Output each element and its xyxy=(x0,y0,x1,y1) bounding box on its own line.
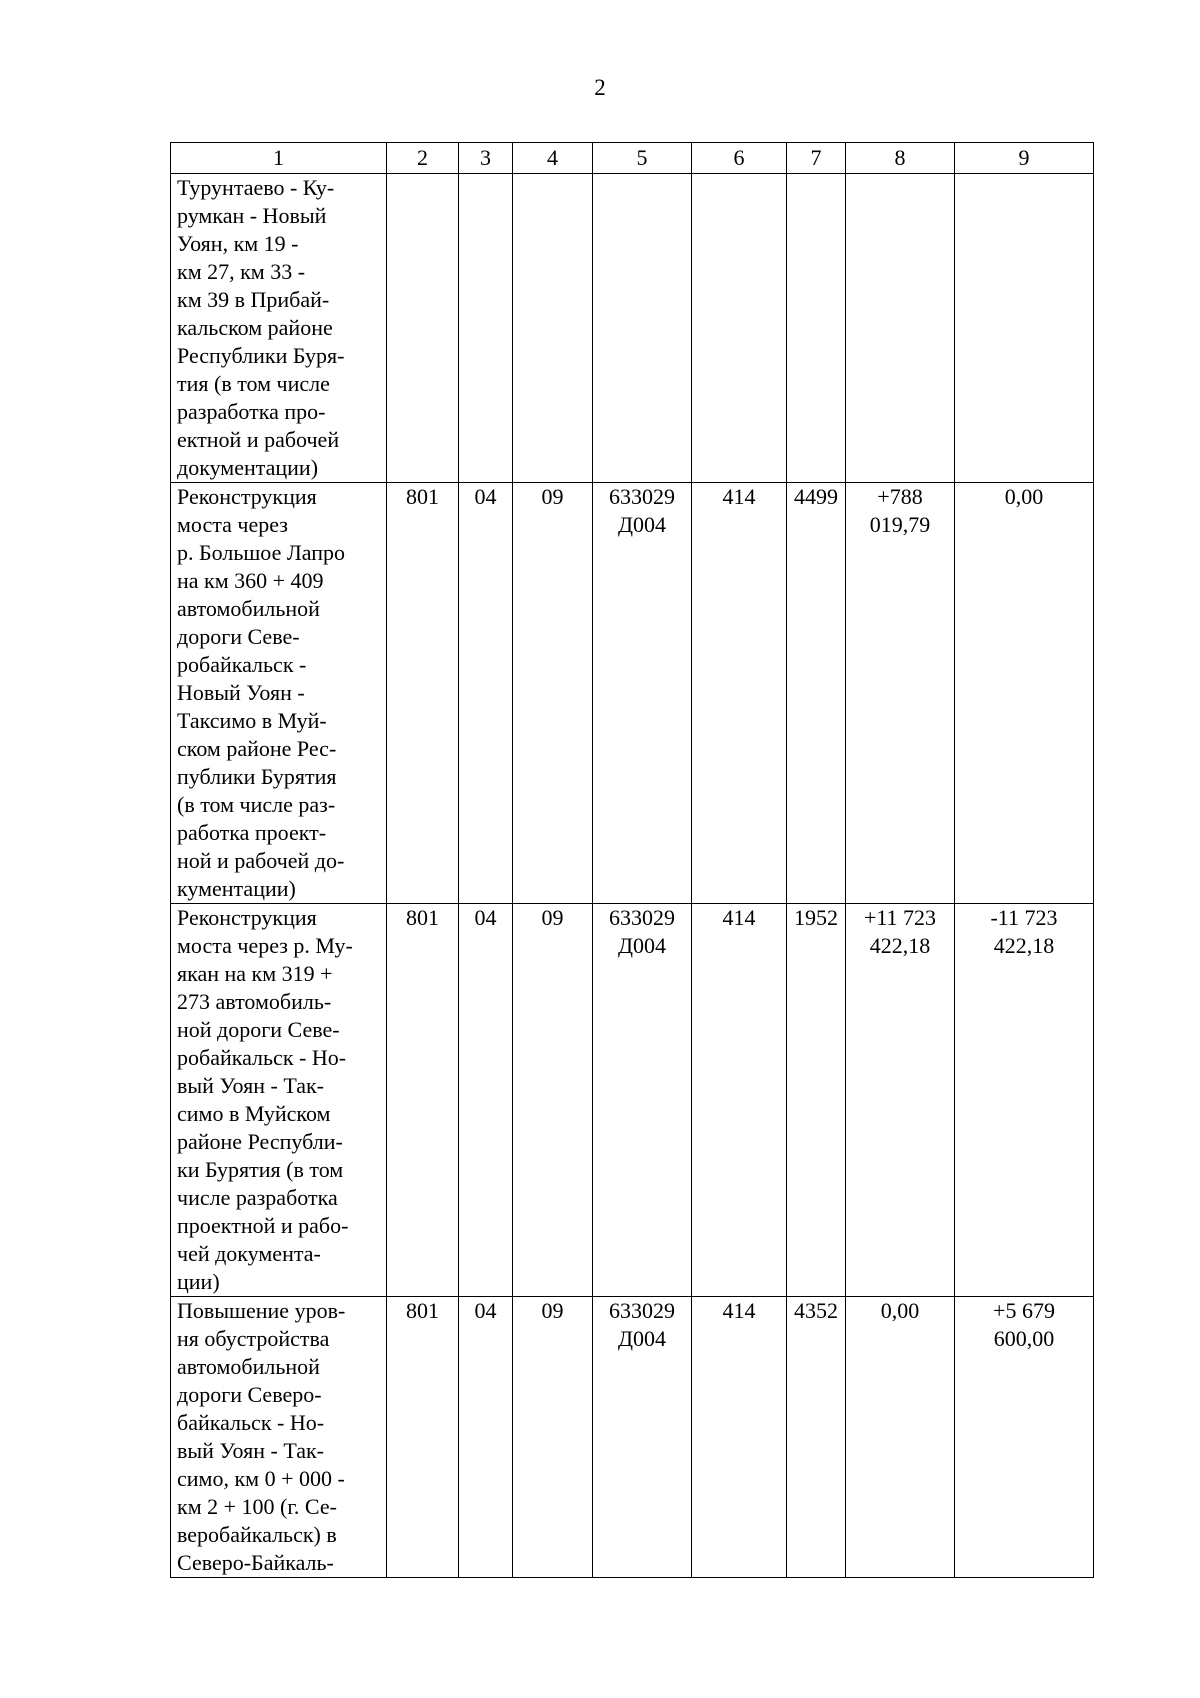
section-code-cell: 04 xyxy=(459,483,513,904)
section-code-cell: 04 xyxy=(459,904,513,1297)
row-name-cell-line: чей документа- xyxy=(177,1241,321,1266)
row-name-cell-line: автомобильной xyxy=(177,1354,320,1379)
section-code-cell xyxy=(459,174,513,483)
ministry-code-cell: 801 xyxy=(387,1297,459,1578)
amount-cell-9-line: +5 679 xyxy=(993,1298,1055,1323)
row-name-cell-line: байкальск - Но- xyxy=(177,1410,325,1435)
row-name-cell-line: кументации) xyxy=(177,876,296,901)
target-article-cell-line: Д004 xyxy=(617,512,666,537)
row-name-cell-line: км 39 в Прибай- xyxy=(177,287,330,312)
subsection-code-cell xyxy=(513,174,593,483)
row-name-cell-line: разработка про- xyxy=(177,399,326,424)
row-name-cell-line: симо, км 0 + 000 - xyxy=(177,1466,345,1491)
column-header-8: 8 xyxy=(846,143,955,174)
page-number: 2 xyxy=(594,75,606,100)
amount-cell-9 xyxy=(955,1297,1094,1578)
column-header-6: 6 xyxy=(692,143,787,174)
row-name-cell-line: Новый Уоян - xyxy=(177,680,305,705)
row-name-cell-line: Таксимо в Муй- xyxy=(177,708,327,733)
row-name-cell-line: Уоян, км 19 - xyxy=(177,231,299,256)
row-name-cell-line: дороги Севе- xyxy=(177,624,300,649)
row-name-cell-line: ектной и рабочей xyxy=(177,427,340,452)
section-code-cell: 04 xyxy=(459,1297,513,1578)
object-code-cell xyxy=(787,174,846,483)
expense-type-cell: 414 xyxy=(692,1297,787,1578)
budget-table xyxy=(170,142,1094,1578)
column-header-1: 1 xyxy=(171,143,387,174)
amount-cell-8 xyxy=(846,483,955,904)
row-name-cell-line: работка проект- xyxy=(177,820,327,845)
row-name-cell-line: 273 автомобиль- xyxy=(177,989,332,1014)
row-name-cell-line: кальском районе xyxy=(177,315,333,340)
row-name-cell-line: ной дороги Севе- xyxy=(177,1017,340,1042)
row-name-cell-line: р. Большое Лапро xyxy=(177,540,345,565)
target-article-cell-line: 633029 xyxy=(609,1298,675,1323)
subsection-code-cell: 09 xyxy=(513,483,593,904)
row-name-cell-line: робайкальск - Но- xyxy=(177,1045,347,1070)
row-name-cell-line: вый Уоян - Так- xyxy=(177,1073,325,1098)
row-name-cell-line: ции) xyxy=(177,1269,220,1294)
subsection-code-cell: 09 xyxy=(513,1297,593,1578)
row-name-cell-line: ня обустройства xyxy=(177,1326,330,1351)
row-name-cell-line: ки Бурятия (в том xyxy=(177,1157,344,1182)
row-name-cell-line: км 27, км 33 - xyxy=(177,259,306,284)
table-row xyxy=(171,483,1094,904)
column-header-4: 4 xyxy=(513,143,593,174)
target-article-cell xyxy=(593,483,692,904)
amount-cell-8 xyxy=(846,174,955,483)
object-code-cell: 4352 xyxy=(787,1297,846,1578)
target-article-cell xyxy=(593,174,692,483)
row-name-cell-line: числе разработка xyxy=(177,1185,338,1210)
amount-cell-9-line: 600,00 xyxy=(993,1326,1055,1351)
row-name-cell-line: Северо-Байкаль- xyxy=(177,1550,334,1575)
expense-type-cell xyxy=(692,174,787,483)
row-name-cell-line: Республики Буря- xyxy=(177,343,345,368)
row-name-cell-line: на км 360 + 409 xyxy=(177,568,324,593)
row-name-cell-line: Турунтаево - Ку- xyxy=(177,175,335,200)
target-article-cell xyxy=(593,1297,692,1578)
ministry-code-cell: 801 xyxy=(387,483,459,904)
amount-cell-8-line: 0,00 xyxy=(880,1298,920,1323)
row-name-cell xyxy=(171,1297,387,1578)
target-article-cell-line: 633029 xyxy=(609,484,675,509)
row-name-cell-line: автомобильной xyxy=(177,596,320,621)
row-name-cell-line: якан на км 319 + xyxy=(177,961,333,986)
column-header-7: 7 xyxy=(787,143,846,174)
row-name-cell-line: Повышение уров- xyxy=(177,1298,346,1323)
object-code-cell: 4499 xyxy=(787,483,846,904)
table-row xyxy=(171,904,1094,1297)
expense-type-cell: 414 xyxy=(692,904,787,1297)
expense-type-cell: 414 xyxy=(692,483,787,904)
table-row xyxy=(171,174,1094,483)
amount-cell-9-line: 422,18 xyxy=(993,933,1055,958)
row-name-cell-line: публики Бурятия xyxy=(177,764,337,789)
ministry-code-cell xyxy=(387,174,459,483)
column-header-3: 3 xyxy=(459,143,513,174)
row-name-cell-line: документации) xyxy=(177,455,319,480)
row-name-cell-line: румкан - Новый xyxy=(177,203,327,228)
target-article-cell-line: Д004 xyxy=(617,1326,666,1351)
column-header-9: 9 xyxy=(955,143,1094,174)
row-name-cell-line: моста через xyxy=(177,512,288,537)
table-body xyxy=(171,174,1094,1578)
amount-cell-8 xyxy=(846,904,955,1297)
row-name-cell-line: районе Республи- xyxy=(177,1129,343,1154)
column-header-5: 5 xyxy=(593,143,692,174)
amount-cell-9-line: -11 723 xyxy=(990,905,1058,930)
row-name-cell xyxy=(171,174,387,483)
row-name-cell-line: дороги Северо- xyxy=(177,1382,322,1407)
row-name-cell-line: Реконструкция xyxy=(177,905,317,930)
row-name-cell-line: веробайкальск) в xyxy=(177,1522,337,1547)
row-name-cell-line: Реконструкция xyxy=(177,484,317,509)
target-article-cell-line: Д004 xyxy=(617,933,666,958)
amount-cell-9 xyxy=(955,174,1094,483)
target-article-cell xyxy=(593,904,692,1297)
subsection-code-cell: 09 xyxy=(513,904,593,1297)
amount-cell-9 xyxy=(955,483,1094,904)
row-name-cell-line: ной и рабочей до- xyxy=(177,848,345,873)
row-name-cell-line: вый Уоян - Так- xyxy=(177,1438,325,1463)
column-header-2: 2 xyxy=(387,143,459,174)
row-name-cell-line: проектной и рабо- xyxy=(177,1213,349,1238)
row-name-cell xyxy=(171,483,387,904)
amount-cell-8-line: 019,79 xyxy=(869,512,931,537)
row-name-cell-line: ском районе Рес- xyxy=(177,736,337,761)
row-name-cell-line: моста через р. Му- xyxy=(177,933,353,958)
amount-cell-8-line: +788 xyxy=(877,484,923,509)
amount-cell-9-line: 0,00 xyxy=(1004,484,1044,509)
row-name-cell-line: симо в Муйском xyxy=(177,1101,331,1126)
row-name-cell xyxy=(171,904,387,1297)
object-code-cell: 1952 xyxy=(787,904,846,1297)
row-name-cell-line: робайкальск - xyxy=(177,652,307,677)
amount-cell-8 xyxy=(846,1297,955,1578)
ministry-code-cell: 801 xyxy=(387,904,459,1297)
row-name-cell-line: (в том числе раз- xyxy=(177,792,336,817)
amount-cell-8-line: +11 723 xyxy=(863,905,937,930)
amount-cell-9 xyxy=(955,904,1094,1297)
row-name-cell-line: км 2 + 100 (г. Се- xyxy=(177,1494,337,1519)
row-name-cell-line: тия (в том числе xyxy=(177,371,330,396)
table-row xyxy=(171,1297,1094,1578)
amount-cell-8-line: 422,18 xyxy=(869,933,931,958)
header-row xyxy=(171,143,1094,174)
target-article-cell-line: 633029 xyxy=(609,905,675,930)
